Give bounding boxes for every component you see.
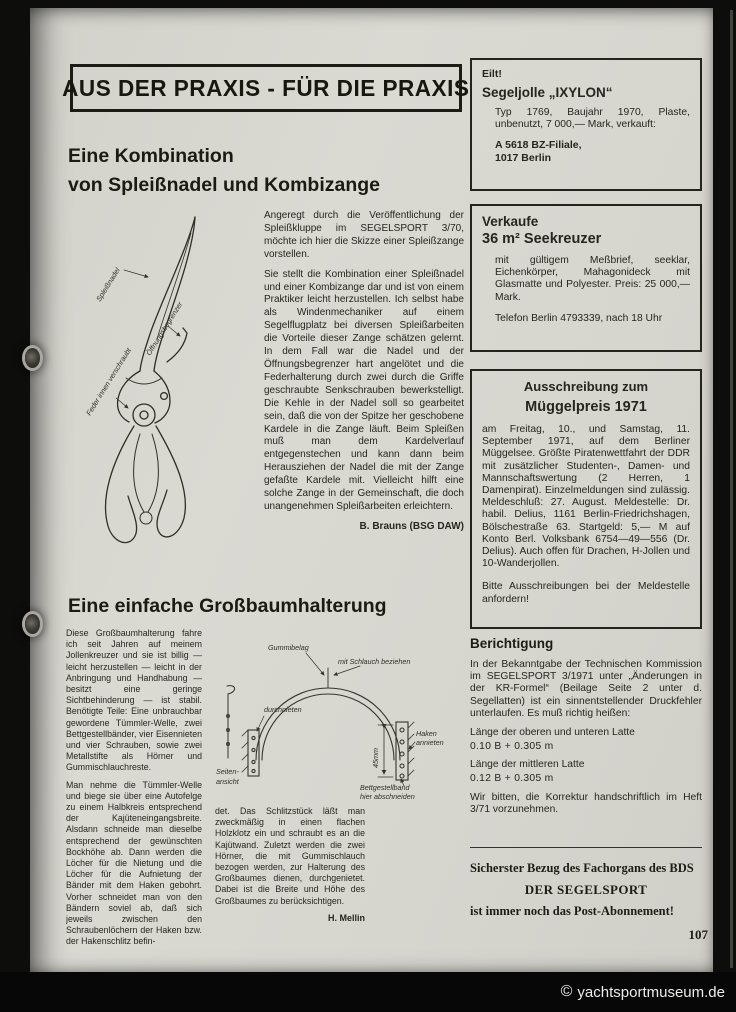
paragraph: Angeregt durch die Veröffentlichung der Spleißkluppe im SEGELSPORT 3/70, möchte ich hier die Skizze einer Spleißzange vorstellen. (264, 210, 464, 260)
diagram-label-schlauch: mit Schlauch beziehen (338, 657, 411, 666)
scan-edge (730, 10, 733, 968)
promo-line: ist immer noch das Post-Abonnement! (470, 904, 674, 918)
correction-item-label: Länge der mittleren Latte (470, 759, 585, 771)
copyright-icon: © (560, 983, 573, 1000)
watermark-bar (0, 972, 736, 1012)
diagram-label-gummibelag: Gummibelag (268, 643, 309, 652)
section-title: AUS DER PRAXIS - FÜR DIE PRAXIS (62, 74, 470, 101)
ad-title: Verkaufe (482, 214, 539, 229)
ad-contact-line: 1017 Berlin (495, 152, 552, 165)
boom-holder-drawing (212, 638, 462, 804)
article2-text-column-2 (215, 806, 365, 948)
ad-body: mit gültigem Meßbrief, seeklar, Eichenkörper, Mahagonideck mit Glasmatte und Polyester. Preis: 25 000,— Mark. (495, 255, 690, 303)
article2-byline: H. Mellin (327, 912, 365, 923)
section-header-box (62, 64, 470, 112)
ad-ixylon (470, 58, 702, 191)
article1-title-line2: von Spleißnadel und Kombizange (68, 174, 381, 196)
paragraph: Man nehme die Tümmler-Welle und biege sie über eine Autofelge zu einem Halbkreis entsprechend der Kajüteneingangsbreite. Alsdann schneide man dieselbe entsprechend der gewünschten Bockhöhe ab. Dann werden die Löcher für die Nietung und die Löcher für die Aufnietung der Bänder mit dem Haken gebohrt. Vorher schneidet man von den Bändern soviel ab, daß sich jeweils zwischen den Schraubenlöchern der Haken bzw. der Hakenschlitz befin- (66, 779, 202, 947)
diagram-label-dimension: 45mm (371, 748, 380, 768)
paragraph: Sie stellt die Kombination einer Spleißnadel und einer Kombizange dar und ist von einem Praktiker leicht herzustellen. Ich selbst habe als Windenmechaniker auf einem Segelflugplatz bei diversen Spleißarbeiten die Vorteile dieser Zange schätzen gelernt. In dem Fall war die Nadel und der Öffnungsbegrenzer hart angelötet und die Federhalterung durch zwei durch die Griffe geschraubte Senkschrauben bewerkstelligt. Die Kehle in der Nadel soll so gearbeitet sein, daß die von der Spitze her geschobene Kardele in die Zange läuft. Beim Spleißen muß man dem Kardelverlauf entgegenstechen und kann dann beim Herausziehen der Nadel die mit der Zange gefaßte Kardele mit. Vielleicht hilft eine solche Zange in der Gemeinschaft, die doch unangenehmen Spleißarbeiten erleichtern. (264, 268, 464, 512)
diagram-label-bettgestellband: Bettgestellband (360, 783, 410, 792)
binder-post-icon (25, 614, 40, 634)
diagram-label-durchnieten: durchnieten (264, 705, 302, 714)
diagram-label-haken: annieten (416, 738, 444, 747)
correction-item-label: Länge der oberen und unteren Latte (470, 727, 635, 739)
paragraph: Diese Großbaumhalterung fahre ich seit Jahren auf meinem Jollenkreuzer und sie ist billig — leicht herzustellen — leicht in der Anbringung und Handhabung — besitzt eine geringe Sichtbehinderung — ist stabil. Benötigte Teile: Eine unbrauchbar gewordene Tümmler-Welle, zwei Bettgestellbänder, vier Eisennieten und vier Schrauben, sowie zwei Metallstifte als Hörner und Gummischlauchreste. (66, 628, 202, 773)
ad-contact: Telefon Berlin 4793339, nach 18 Uhr (495, 312, 663, 324)
magazine-page (30, 8, 713, 972)
ad-contact-line: A 5618 BZ-Filiale, (495, 139, 582, 152)
ad-subtitle: 36 m² Seekreuzer (482, 231, 602, 247)
ad-title: Segeljolle „IXYLON“ (482, 85, 613, 100)
ad-body: am Freitag, 10., und Samstag, 11. September 1971, auf dem Berliner Müggelsee. Größte Piratenwettfahrt der DDR mit zusätzlicher Studenten-, Damen- und Mannschaftswertung (2 Herren, 1 Damenpirat). Einzelmeldungen sind zulässig. Meldeschluß: 27. August. Meldestelle: Dr. habil. Delius, 1161 Berlin-Friedrichshagen, Bölschestraße 63. Startgeld: 5,— M auf Konto Berl. Volksbank 6754—49—556 (Dr. Delius). Auch offen für Drachen, H-Jollen und 10-Wanderjollen. (482, 424, 690, 570)
article1-title-line1: Eine Kombination (68, 145, 234, 167)
ad-title: Ausschreibung zum (523, 379, 649, 394)
ad-mueggelpreis (470, 369, 702, 629)
diagram-label-bettgestellband: hier abschneiden (360, 792, 415, 801)
diagram-label-haken: Haken (416, 729, 437, 738)
correction-body: In der Bekanntgabe der Technischen Kommission im SEGELSPORT 3/1971 unter „Änderungen in der KR-Formel“ (Beilage Seite 2 unter d. Segellatten) ist ein sinnentstellender Druckfehler unterlaufen. Es muß richtig heißen: (470, 659, 702, 719)
correction-title: Berichtigung (470, 636, 554, 651)
page-number: 107 (688, 927, 708, 942)
subscription-promo (470, 861, 702, 919)
article2-title: Eine einfache Großbaumhalterung (68, 595, 387, 617)
correction-section (470, 636, 702, 816)
ad-contact (482, 139, 690, 165)
ad-urgency-tag: Eilt! (482, 68, 502, 80)
correction-formula: 0.12 B + 0.305 m (470, 773, 554, 785)
ad-title: Müggelpreis 1971 (525, 399, 647, 415)
paragraph: det. Das Schlitzstück läßt man zweckmäßig in einen flachen Holzklotz ein und schraubt es an die Kajütwand. Zuletzt werden die zwei Hörner, die mit Gummischlauch bezogen werden, zur Halterung des Großbaumes dienen, durchgenietet. Dabei ist die Breite und Höhe des Großbaumes zu berücksichtigen. (215, 806, 365, 906)
diagram-label-seitenansicht: ansicht (216, 777, 239, 786)
ad-seekreuzer (470, 204, 702, 352)
article1-text-column (264, 210, 464, 572)
promo-line: Sicherster Bezug des Fachorgans des BDS (470, 861, 694, 875)
article1-byline: B. Brauns (BSG DAW) (359, 520, 464, 532)
binder-post-icon (25, 348, 40, 368)
correction-closing: Wir bitten, die Korrektur handschriftlich im Heft 3/71 vorzunehmen. (470, 792, 702, 816)
article1-title (68, 142, 380, 200)
pliers-drawing (66, 210, 262, 562)
diagram-label-oeffnungsbegrenzer: Öffnungsbegrenzer (144, 300, 185, 358)
article2-text-column-1 (66, 628, 202, 958)
ad-body: Typ 1769, Baujahr 1970, Plaste, unbenutzt, 7 000,— Mark, verkauft: (495, 107, 690, 131)
splicing-pliers-diagram (66, 210, 262, 562)
ad-note: Bitte Ausschreibungen bei der Meldestelle anfordern! (482, 581, 690, 605)
boom-holder-diagram (212, 638, 462, 804)
correction-formula: 0.10 B + 0.305 m (470, 741, 554, 753)
diagram-label-spleissnadel: Spleißnadel (94, 266, 122, 304)
diagram-label-seitenansicht: Seiten- (216, 767, 239, 776)
watermark-text: yachtsportmuseum.de (577, 983, 725, 1001)
promo-magazine-name: DER SEGELSPORT (524, 882, 648, 897)
diagram-label-feder: Feder innen verschraubt (84, 346, 133, 418)
sidebar-divider (470, 847, 702, 848)
